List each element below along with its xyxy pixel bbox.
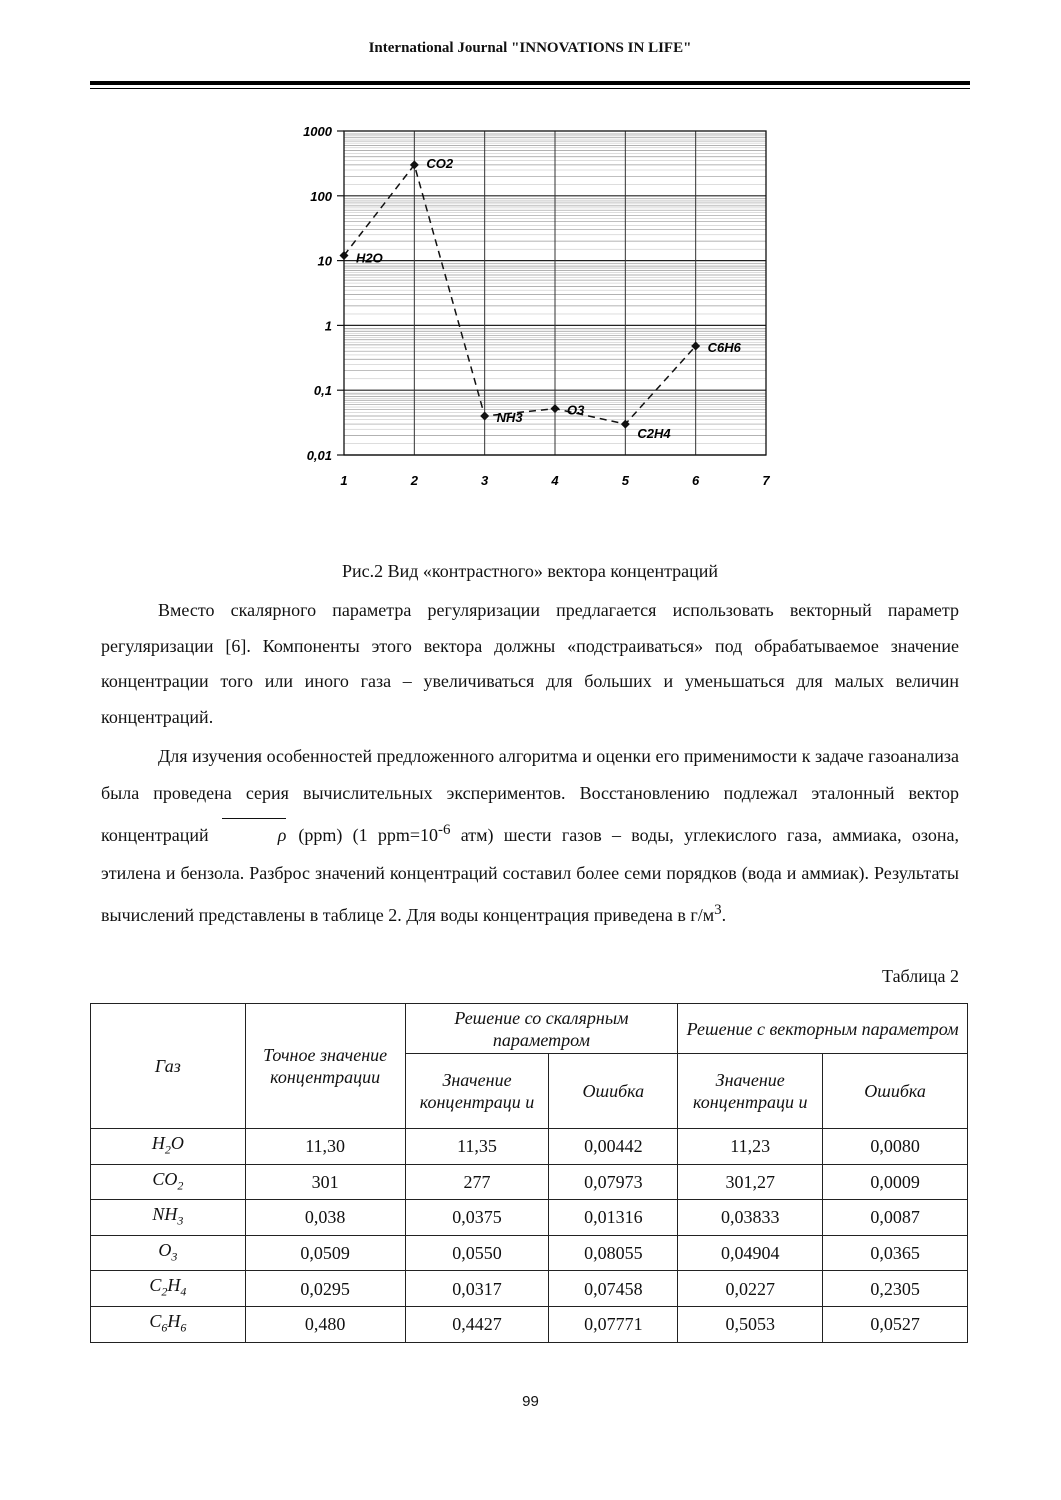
y-tick-label: 0,1 <box>313 383 332 399</box>
cubic-superscript: 3 <box>714 901 722 918</box>
formula-element: O <box>158 1239 172 1260</box>
table-row <box>91 1200 968 1236</box>
paragraph-2 <box>101 738 959 934</box>
exact-value-cell: 0,038 <box>245 1200 405 1236</box>
vector-error-cell: 0,0080 <box>823 1129 968 1165</box>
formula-subscript: 4 <box>180 1284 187 1299</box>
scalar-value-cell: 0,4427 <box>405 1306 549 1342</box>
paragraph-1: Вместо скалярного параметра регуляризации предлагается использовать векторный параметр регуляризации [6]. Компоненты этого вектора должны «подстраиваться» под обрабатываемое значение концентрации того или иного газа – увеличиваться для больших и уменьшаться для малых величин концентраций. <box>101 600 959 727</box>
gas-formula <box>91 1164 246 1200</box>
table-row <box>91 1306 968 1342</box>
scalar-error-cell: 0,07771 <box>549 1306 678 1342</box>
header-gas: Газ <box>91 1004 246 1129</box>
formula-element: CO <box>152 1168 178 1189</box>
table-label: Таблица 2 <box>882 966 959 986</box>
vector-value-cell: 11,23 <box>678 1129 823 1165</box>
data-point <box>551 404 560 413</box>
header-vector-solution: Решение с векторным параметром <box>678 1004 968 1054</box>
scalar-value-cell: 0,0375 <box>405 1200 549 1236</box>
figure-caption: Рис.2 Вид «контрастного» вектора концентраций <box>341 561 719 581</box>
exact-value-cell: 11,30 <box>245 1129 405 1165</box>
exact-value-cell: 0,0509 <box>245 1235 405 1271</box>
x-tick-label: 1 <box>340 473 348 488</box>
header-vector-value: Значение концентраци и <box>678 1054 823 1129</box>
header-scalar-solution: Решение со скалярным параметром <box>405 1004 678 1054</box>
x-tick-label: 6 <box>692 473 700 488</box>
header-rule <box>90 81 970 85</box>
header-scalar-error: Ошибка <box>549 1054 678 1129</box>
concentration-chart <box>280 118 790 498</box>
scalar-value-cell: 0,0550 <box>405 1235 549 1271</box>
table-row <box>91 1235 968 1271</box>
vector-value-cell: 0,5053 <box>678 1306 823 1342</box>
journal-header: International Journal "INNOVATIONS IN LIFE" <box>368 40 692 56</box>
scalar-error-cell: 0,08055 <box>549 1235 678 1271</box>
vector-value-cell: 0,04904 <box>678 1235 823 1271</box>
formula-subscript: 6 <box>180 1320 187 1335</box>
data-label: C6H6 <box>707 340 741 356</box>
vector-value-cell: 301,27 <box>678 1164 823 1200</box>
data-label: C2H4 <box>637 426 671 442</box>
exponent: -6 <box>438 822 451 839</box>
table-row <box>91 1271 968 1307</box>
vector-error-cell: 0,0527 <box>823 1306 968 1342</box>
formula-element: H <box>151 1133 165 1153</box>
y-tick-label: 10 <box>317 253 332 269</box>
data-label: CO2 <box>426 155 454 171</box>
header-scalar-value: Значение концентраци и <box>405 1054 549 1129</box>
formula-element: NH <box>152 1204 178 1225</box>
exact-value-cell: 301 <box>245 1164 405 1200</box>
scalar-value-cell: 11,35 <box>405 1129 549 1165</box>
formula-element: O <box>170 1133 184 1153</box>
vector-error-cell: 0,2305 <box>823 1271 968 1307</box>
x-tick-label: 2 <box>410 473 418 488</box>
gas-formula <box>91 1271 246 1307</box>
results-table <box>90 1003 968 1343</box>
vector-value-cell: 0,0227 <box>678 1271 823 1307</box>
paragraph-2-text-a: Для изучения особенностей предложенного алгоритма и оценки его применимости к задаче газоанализа была проведена серия вычислительных экспериментов. Восстановлению подлежал эталонный вектор концентраций <box>101 746 959 846</box>
vector-error-cell: 0,0009 <box>823 1164 968 1200</box>
formula-element: C <box>149 1310 162 1331</box>
x-tick-label: 7 <box>762 473 770 488</box>
header-rule-thin <box>90 88 970 89</box>
formula-subscript: 2 <box>161 1284 168 1299</box>
y-tick-label: 1000 <box>303 124 332 139</box>
exact-value-cell: 0,480 <box>245 1306 405 1342</box>
formula-element: H <box>167 1310 181 1331</box>
paragraph-2-end: . <box>721 904 727 925</box>
formula-subscript: 6 <box>161 1320 168 1335</box>
scalar-value-cell: 0,0317 <box>405 1271 549 1307</box>
vector-error-cell: 0,0365 <box>823 1235 968 1271</box>
page-number: 99 <box>522 1393 539 1410</box>
scalar-error-cell: 0,00442 <box>549 1129 678 1165</box>
y-tick-label: 0,01 <box>306 448 332 463</box>
rho-vector-symbol: ρ <box>221 817 287 854</box>
exact-value-cell: 0,0295 <box>245 1271 405 1307</box>
formula-subscript: 2 <box>177 1178 184 1193</box>
paragraph-2-text-b: (ppm) (1 ppm=10 <box>298 825 438 846</box>
scalar-error-cell: 0,01316 <box>549 1200 678 1236</box>
vector-value-cell: 0,03833 <box>678 1200 823 1236</box>
formula-element: H <box>167 1275 181 1296</box>
formula-subscript: 3 <box>171 1249 178 1264</box>
formula-subscript: 2 <box>164 1142 171 1157</box>
paragraph-2-text-c: атм) шести газов – воды, углекислого газа, аммиака, озона, этилена и бензола. Разброс значений концентраций составил более семи порядков (вода и аммиак). Результаты вычислений представлены в таблице 2. Для воды концентрация приведена в г/м <box>101 825 959 925</box>
formula-subscript: 3 <box>177 1213 184 1228</box>
table-row <box>91 1129 968 1165</box>
gas-formula <box>91 1200 246 1236</box>
x-tick-label: 3 <box>481 473 489 488</box>
x-tick-label: 4 <box>551 473 559 488</box>
vector-error-cell: 0,0087 <box>823 1200 968 1236</box>
data-label: O3 <box>567 402 585 418</box>
scalar-error-cell: 0,07973 <box>549 1164 678 1200</box>
gas-formula <box>91 1306 246 1342</box>
header-vector-error: Ошибка <box>823 1054 968 1129</box>
table-body <box>91 1129 968 1343</box>
table-row <box>91 1164 968 1200</box>
gas-formula <box>91 1129 246 1165</box>
gas-formula <box>91 1235 246 1271</box>
header-exact-value: Точное значение концентрации <box>245 1004 405 1129</box>
y-tick-label: 100 <box>310 188 332 204</box>
x-tick-label: 5 <box>621 473 629 488</box>
scalar-error-cell: 0,07458 <box>549 1271 678 1307</box>
y-tick-label: 1 <box>324 318 332 334</box>
data-label: NH3 <box>496 409 523 425</box>
formula-element: C <box>149 1275 162 1296</box>
data-label: H2O <box>356 250 383 266</box>
scalar-value-cell: 277 <box>405 1164 549 1200</box>
